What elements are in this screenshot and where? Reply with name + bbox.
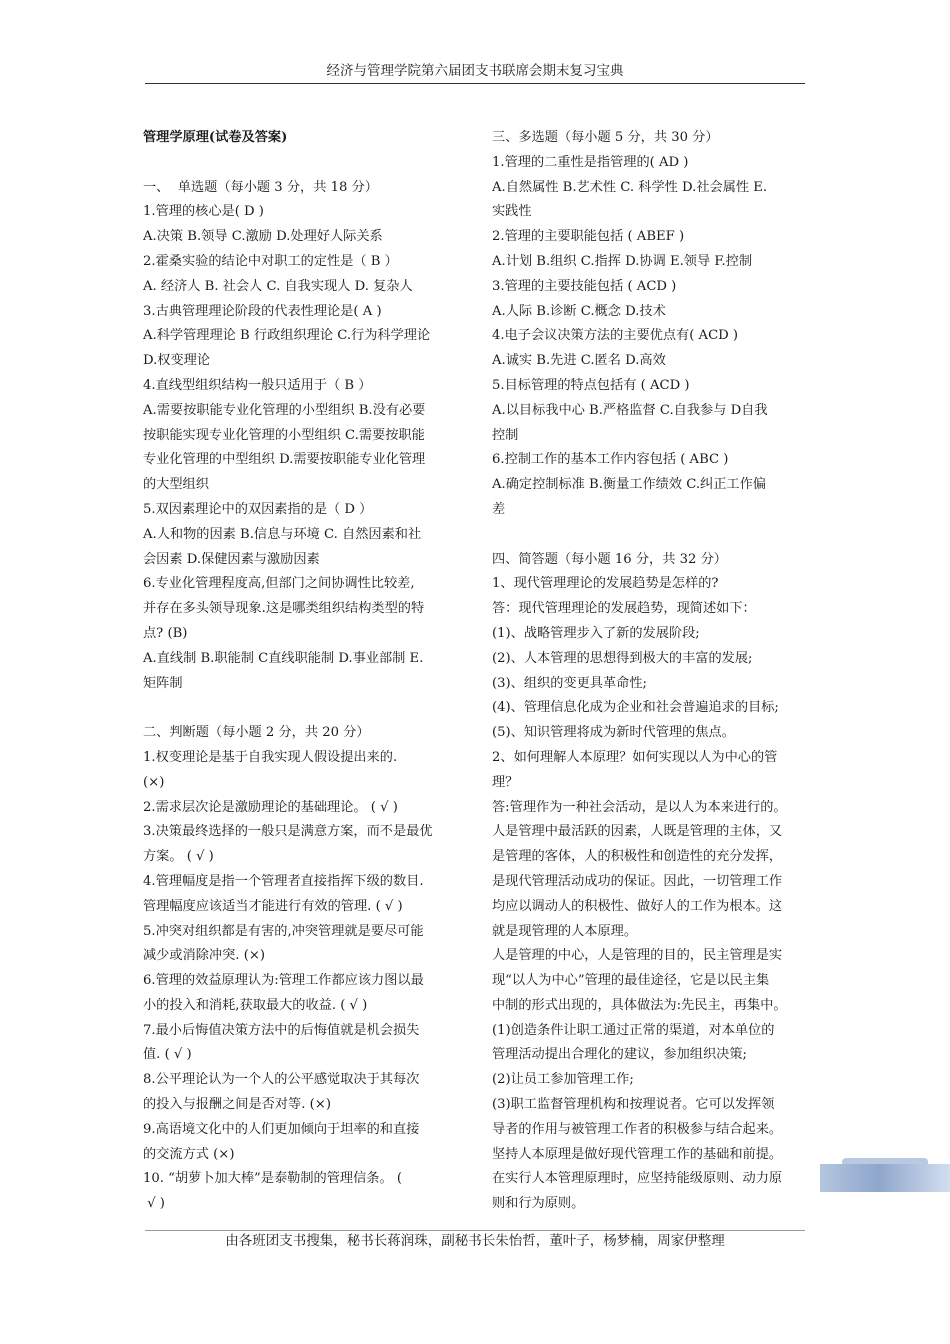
left-column-text-line: 值. ( √ ) xyxy=(143,1047,192,1063)
right-column-text-line: 1.管理的二重性是指管理的( AD ) xyxy=(492,154,689,170)
left-column-text-line: √ ) xyxy=(143,1196,165,1212)
left-column-text-line: 二、判断题（每小题 2 分，共 20 分） xyxy=(143,725,370,741)
right-column-text-line: (2)、人本管理的思想得到极大的丰富的发展; xyxy=(492,650,753,666)
left-column-text-line: 2.霍桑实验的结论中对职工的定性是（ B ） xyxy=(143,253,398,269)
right-column-text-line: 人是管理的中心，人是管理的目的，民主管理是实 xyxy=(492,948,783,964)
right-column-text-line: 答：现代管理理论的发展趋势，现简述如下： xyxy=(492,601,756,617)
right-column-text-line: 理？ xyxy=(492,774,519,790)
right-column-text-line: A.诚实 B.先进 C.匿名 D.高效 xyxy=(492,353,666,369)
left-column-text-line: 点? (B) xyxy=(143,625,188,641)
left-column-text-line: 4.管理幅度是指一个管理者直接指挥下级的数目. xyxy=(143,873,424,889)
left-column-text-line: 按职能实现专业化管理的小型组织 C.需要按职能 xyxy=(143,427,425,443)
right-column-text-line: 在实行人本管理原理时，应坚持能级原则、动力原 xyxy=(492,1171,783,1187)
right-column-text-line: (1)、战略管理步入了新的发展阶段; xyxy=(492,625,700,641)
right-column-text-line: 实践性 xyxy=(492,204,532,220)
left-column-text-line: 减少或消除冲突. (×) xyxy=(143,948,266,964)
left-column-text-line: 管理幅度应该适当才能进行有效的管理. ( √ ) xyxy=(143,898,403,914)
left-column-text-line: 的投入与报酬之间是否对等. (×) xyxy=(143,1097,331,1113)
right-column xyxy=(492,126,810,1217)
left-column-text-line: 8.公平理论认为一个人的公平感觉取决于其每次 xyxy=(143,1072,420,1088)
left-column-text-line: 3.古典管理理论阶段的代表性理论是( A ) xyxy=(143,303,382,319)
right-column-text-line: (1)创造条件让职工通过正常的渠道，对本单位的 xyxy=(492,1022,775,1038)
right-column-text-line: 坚持人本原理是做好现代管理工作的基础和前提。 xyxy=(492,1146,783,1162)
right-column-text-line: 3.管理的主要技能包括 ( ACD ) xyxy=(492,278,677,294)
right-column-text-line: 4.电子会议决策方法的主要优点有( ACD ) xyxy=(492,328,739,344)
right-column-text-line: 答:管理作为一种社会活动，是以人为本来进行的。 xyxy=(492,799,787,815)
right-column-text-line: 是管理的客体，人的积极性和创造性的充分发挥， xyxy=(492,849,783,865)
left-column-text-line: A.需要按职能专业化管理的小型组织 B.没有必要 xyxy=(143,402,426,418)
left-column-text-line: 6.专业化管理程度高,但部门之间协调性比较差, xyxy=(143,576,415,592)
left-column-text-line: A.科学管理理论 B 行政组织理论 C.行为科学理论 xyxy=(143,328,431,344)
right-column-text-line: (4)、管理信息化成为企业和社会普遍追求的目标; xyxy=(492,700,779,716)
right-column-text-line: (3)、组织的变更具革命性; xyxy=(492,675,647,691)
right-column-text-line: 中制的形式出现的，具体做法为:先民主，再集中。 xyxy=(492,997,787,1013)
left-column-text-line: 3.决策最终选择的一般只是满意方案，而不是最优 xyxy=(143,824,433,840)
left-column-text-line: 小的投入和消耗,获取最大的收益. ( √ ) xyxy=(143,997,368,1013)
page-footer-credits: 由各班团支书搜集，秘书长蒋润珠，副秘书长朱怡哲，董叶子，杨梦楠，周家伊整理 xyxy=(225,1233,725,1249)
right-column-text-line: 就是现管理的人本原理。 xyxy=(492,923,638,939)
page-corner-tab-edge xyxy=(842,1158,928,1164)
left-column-text-line: A.人和物的因素 B.信息与环境 C. 自然因素和社 xyxy=(143,526,422,542)
right-column-text-line: (5)、知识管理将成为新时代管理的焦点。 xyxy=(492,725,735,741)
left-column-text-line: 6.管理的效益原理认为:管理工作都应该力图以最 xyxy=(143,973,424,989)
left-column-spacer xyxy=(143,696,463,721)
right-column-text-line: 控制 xyxy=(492,427,519,443)
left-column-text-line: 一、 单选题（每小题 3 分，共 18 分） xyxy=(143,179,378,195)
left-column-text-line: 7.最小后悔值决策方法中的后悔值就是机会损失 xyxy=(143,1022,420,1038)
left-column-text-line: 4.直线型组织结构一般只适用于（ B ） xyxy=(143,377,372,393)
left-column-text-line: 并存在多头领导现象.这是哪类组织结构类型的特 xyxy=(143,601,425,617)
page-header-title: 经济与管理学院第六届团支书联席会期末复习宝典 xyxy=(326,63,624,79)
left-column-text-line: 专业化管理的中型组织 D.需要按职能专业化管理 xyxy=(143,452,426,468)
left-column-text-line: D.权变理论 xyxy=(143,353,211,369)
right-column-spacer xyxy=(492,523,810,548)
header-divider xyxy=(145,83,805,84)
left-column-text-line: 矩阵制 xyxy=(143,675,183,691)
right-column-text-line: 现“以人为中心”管理的最佳途径，它是以民主集 xyxy=(492,973,770,989)
left-column xyxy=(143,126,463,1217)
left-column-text-line: A.决策 B.领导 C.激励 D.处理好人际关系 xyxy=(143,229,383,245)
left-column-text-line: 的大型组织 xyxy=(143,477,209,493)
right-column-text-line: 管理活动提出合理化的建议，参加组织决策; xyxy=(492,1047,748,1063)
document-title: 管理学原理(试卷及答案) xyxy=(143,130,288,145)
right-column-text-line: 人是管理中最活跃的因素，人既是管理的主体，又 xyxy=(492,824,783,840)
left-column-text-line: 1.权变理论是基于自我实现人假设提出来的. xyxy=(143,749,398,765)
left-column-text-line: 5.双因素理论中的双因素指的是（ D ） xyxy=(143,501,373,517)
right-column-text-line: A.自然属性 B.艺术性 C. 科学性 D.社会属性 E. xyxy=(492,179,768,195)
right-column-text-line: 是现代管理活动成功的保证。因此，一切管理工作 xyxy=(492,873,783,889)
right-column-text-line: A.计划 B.组织 C.指挥 D.协调 E.领导 F.控制 xyxy=(492,253,753,269)
right-column-text-line: 2、如何理解人本原理？如何实现以人为中心的管 xyxy=(492,749,778,765)
left-column-text-line: 10. “胡萝卜加大棒”是泰勒制的管理信条。 ( xyxy=(143,1171,402,1187)
right-column-text-line: 2.管理的主要职能包括 ( ABEF ) xyxy=(492,229,685,245)
page-corner-tab xyxy=(820,1164,950,1192)
left-column-spacer xyxy=(143,151,463,176)
right-column-text-line: (3)职工监督管理机构和按理说者。它可以发挥领 xyxy=(492,1097,775,1113)
left-column-text-line: A. 经济人 B. 社会人 C. 自我实现人 D. 复杂人 xyxy=(143,278,413,294)
left-column-text-line: 方案。 ( √ ) xyxy=(143,849,214,865)
right-column-text-line: 四、简答题（每小题 16 分，共 32 分） xyxy=(492,551,727,567)
left-column-text-line: (×) xyxy=(143,774,165,790)
right-column-text-line: (2)让员工参加管理工作; xyxy=(492,1072,634,1088)
right-column-text-line: 均应以调动人的积极性、做好人的工作为根本。这 xyxy=(492,898,783,914)
right-column-text-line: 导者的作用与被管理工作者的积极参与结合起来。 xyxy=(492,1121,783,1137)
right-column-text-line: 三、多选题（每小题 5 分，共 30 分） xyxy=(492,130,719,145)
right-column-text-line: 差 xyxy=(492,501,506,517)
right-column-text-line: A.人际 B.诊断 C.概念 D.技术 xyxy=(492,303,666,319)
left-column-text-line: 5.冲突对组织都是有害的,冲突管理就是要尽可能 xyxy=(143,923,424,939)
right-column-text-line: A.以目标我中心 B.严格监督 C.自我参与 D自我 xyxy=(492,402,768,418)
right-column-text-line: A.确定控制标准 B.衡量工作绩效 C.纠正工作偏 xyxy=(492,477,766,493)
right-column-text-line: 6.控制工作的基本工作内容包括 ( ABC ) xyxy=(492,452,729,468)
left-column-text-line: 会因素 D.保健因素与激励因素 xyxy=(143,551,320,567)
right-column-text-line: 5.目标管理的特点包括有 ( ACD ) xyxy=(492,377,690,393)
left-column-text-line: 1.管理的核心是( D ) xyxy=(143,204,264,220)
left-column-text-line: A.直线制 B.职能制 C直线职能制 D.事业部制 E. xyxy=(143,650,424,666)
right-column-text-line: 则和行为原则。 xyxy=(492,1196,585,1212)
right-column-text-line: 1、现代管理理论的发展趋势是怎样的? xyxy=(492,576,719,592)
left-column-text-line: 2.需求层次论是激励理论的基础理论。 ( √ ) xyxy=(143,799,398,815)
left-column-text-line: 9.高语境文化中的人们更加倾向于坦率的和直接 xyxy=(143,1121,420,1137)
left-column-text-line: 的交流方式 (×) xyxy=(143,1146,235,1162)
